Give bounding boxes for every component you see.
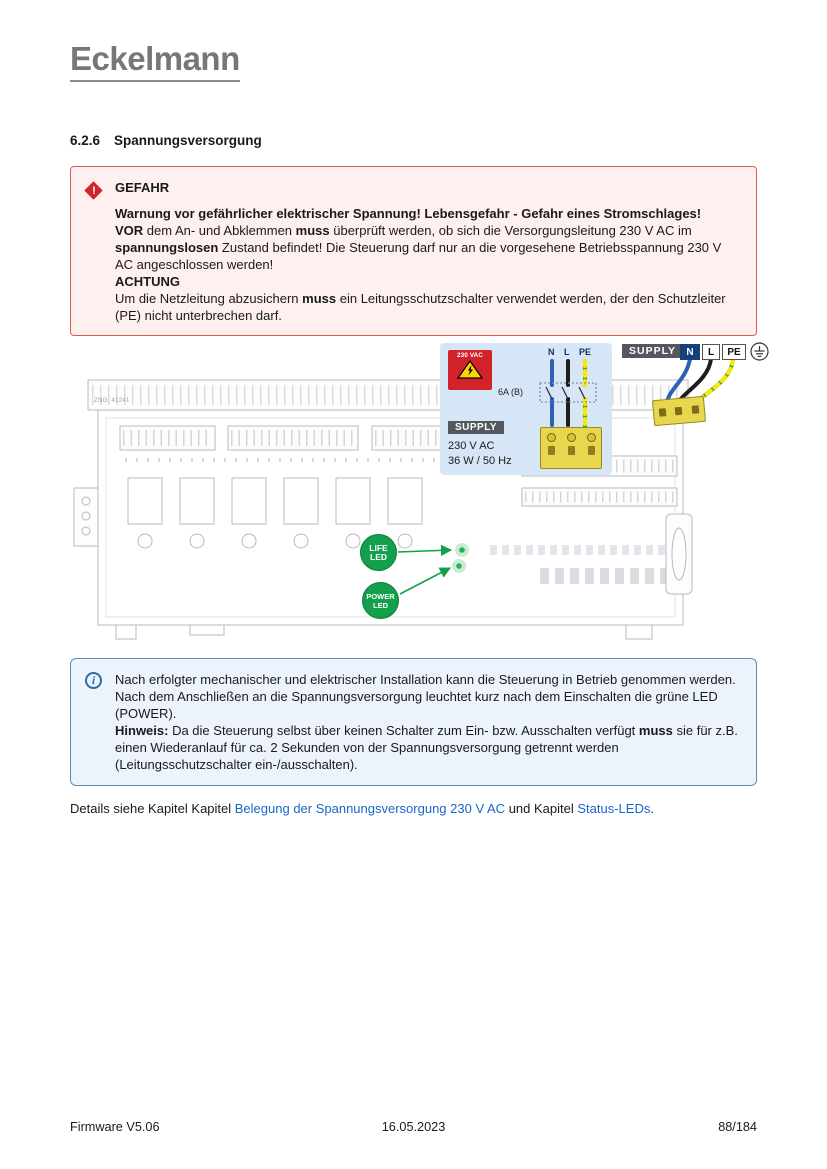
- top-n-badge: N: [680, 344, 700, 360]
- warning-label-text: 230 VAC: [457, 352, 483, 359]
- danger-p1-bold-2: muss: [295, 223, 330, 238]
- footer-date: 16.05.2023: [381, 1120, 446, 1134]
- info-p2-bold-2: muss: [638, 723, 673, 738]
- danger-p1-text-1: dem An- und Abklemmen: [143, 223, 296, 238]
- supply-callout-box: [440, 343, 612, 475]
- info-paragraph-1: Nach erfolgter mechanischer und elektrischer Installation kann die Steuerung in Betrieb genommen werden. Nach dem Anschließen an die Spannungsversorgung leuchtet kurz nach dem Einschalten die grüne LED (POWER).: [115, 672, 736, 721]
- info-p2-text-1: Da die Steuerung selbst über keinen Schalter zum Ein- bzw. Ausschalten verfügt: [168, 723, 639, 738]
- power-led-line1: POWER: [366, 591, 395, 601]
- link-belegung-spannungsversorgung[interactable]: Belegung der Spannungsversorgung 230 V AC: [234, 801, 506, 816]
- supply-terminal-block: [540, 427, 602, 469]
- danger-paragraph-1: [115, 222, 742, 273]
- plug-hole: [659, 408, 667, 417]
- plug-hole: [692, 405, 700, 414]
- eckelmann-logo: Eckelmann: [70, 40, 240, 82]
- danger-title: GEFAHR: [115, 180, 170, 195]
- info-p2-text-2: sie für z.B. einen Wiederanlauf für ca. 2 Sekunden von der Spannungsversorgung getrennt werden (Leitungsschutzschalter ein-/ausschalten).: [115, 723, 738, 772]
- callout-l-label: L: [564, 347, 570, 357]
- terminal-pole: [567, 433, 576, 455]
- callout-n-label: N: [548, 347, 555, 357]
- info-hinweis-bold: Hinweis:: [115, 723, 169, 738]
- danger-icon: [85, 182, 103, 200]
- danger-p2-bold-1: muss: [302, 291, 337, 306]
- danger-exclamation: !: [92, 185, 96, 197]
- danger-achtung: [115, 273, 742, 290]
- danger-p1-bold-1: VOR: [115, 223, 144, 238]
- fuse-rating-label: 6A (B): [498, 387, 524, 397]
- details-text-2: und Kapitel: [505, 801, 578, 816]
- life-led-line2: LED: [370, 551, 387, 562]
- section-heading: [70, 133, 262, 148]
- danger-p1-text-2: überprüft werden, ob sich die Versorgungsleitung 230 V AC im: [329, 223, 692, 238]
- top-pe-badge: PE: [722, 344, 746, 360]
- page-footer: [0, 1120, 827, 1137]
- supply-voltage-text: 230 V AC: [448, 440, 495, 452]
- danger-achtung-text: ACHTUNG: [115, 274, 180, 289]
- wiring-diagram: [70, 338, 760, 660]
- footer-page-number: 88/184: [718, 1120, 757, 1134]
- danger-p1-text-3: Zustand befindet! Die Steuerung darf nur an die vorgesehene Betriebsspannung 230 V AC angeschlossen werden!: [115, 240, 722, 272]
- terminal-pole: [587, 433, 596, 455]
- callout-pe-label: PE: [579, 347, 592, 357]
- top-supply-badge: SUPPLY: [622, 344, 683, 358]
- top-l-badge: L: [702, 344, 720, 360]
- supply-plug-connector: [652, 396, 706, 426]
- danger-p2-text-2: ein Leitungsschutzschalter verwendet werden, der den Schutzleiter (PE) nicht unterbrechen darf.: [115, 291, 726, 323]
- details-text-1: Details siehe Kapitel Kapitel: [70, 801, 235, 816]
- info-icon: [85, 672, 102, 689]
- details-line: [70, 800, 757, 817]
- danger-paragraph-2: [115, 290, 742, 324]
- info-icon-letter: i: [91, 673, 96, 687]
- life-led-line1: LIFE: [369, 542, 388, 553]
- earth-ground-icon: [750, 342, 769, 361]
- info-paragraph-2: [115, 722, 740, 773]
- plug-hole: [675, 407, 683, 416]
- link-status-leds[interactable]: Status-LEDs: [577, 801, 651, 816]
- terminal-pole: [547, 433, 556, 455]
- danger-warn-text: Warnung vor gefährlicher elektrischer Spannung! Lebensgefahr - Gefahr eines Stromschlages!: [115, 206, 702, 221]
- power-led-badge: [362, 582, 399, 619]
- board-print-label: ZNG: 41241: [94, 398, 130, 404]
- info-box: [70, 658, 757, 786]
- danger-warn-line: [115, 205, 742, 222]
- section-number: 6.2.6: [70, 133, 101, 148]
- supply-badge: SUPPLY: [448, 421, 504, 434]
- controller-board-drawing: [70, 338, 760, 660]
- footer-firmware-version: Firmware V5.06: [70, 1120, 160, 1134]
- life-led-badge: [360, 534, 397, 571]
- danger-box: [70, 166, 757, 336]
- details-text-3: .: [650, 801, 654, 816]
- section-title: Spannungsversorgung: [114, 133, 262, 148]
- danger-p1-bold-3: spannungslosen: [115, 240, 219, 255]
- supply-power-text: 36 W / 50 Hz: [448, 455, 512, 467]
- danger-p2-text-1: Um die Netzleitung abzusichern: [115, 291, 303, 306]
- power-led-line2: LED: [373, 600, 388, 610]
